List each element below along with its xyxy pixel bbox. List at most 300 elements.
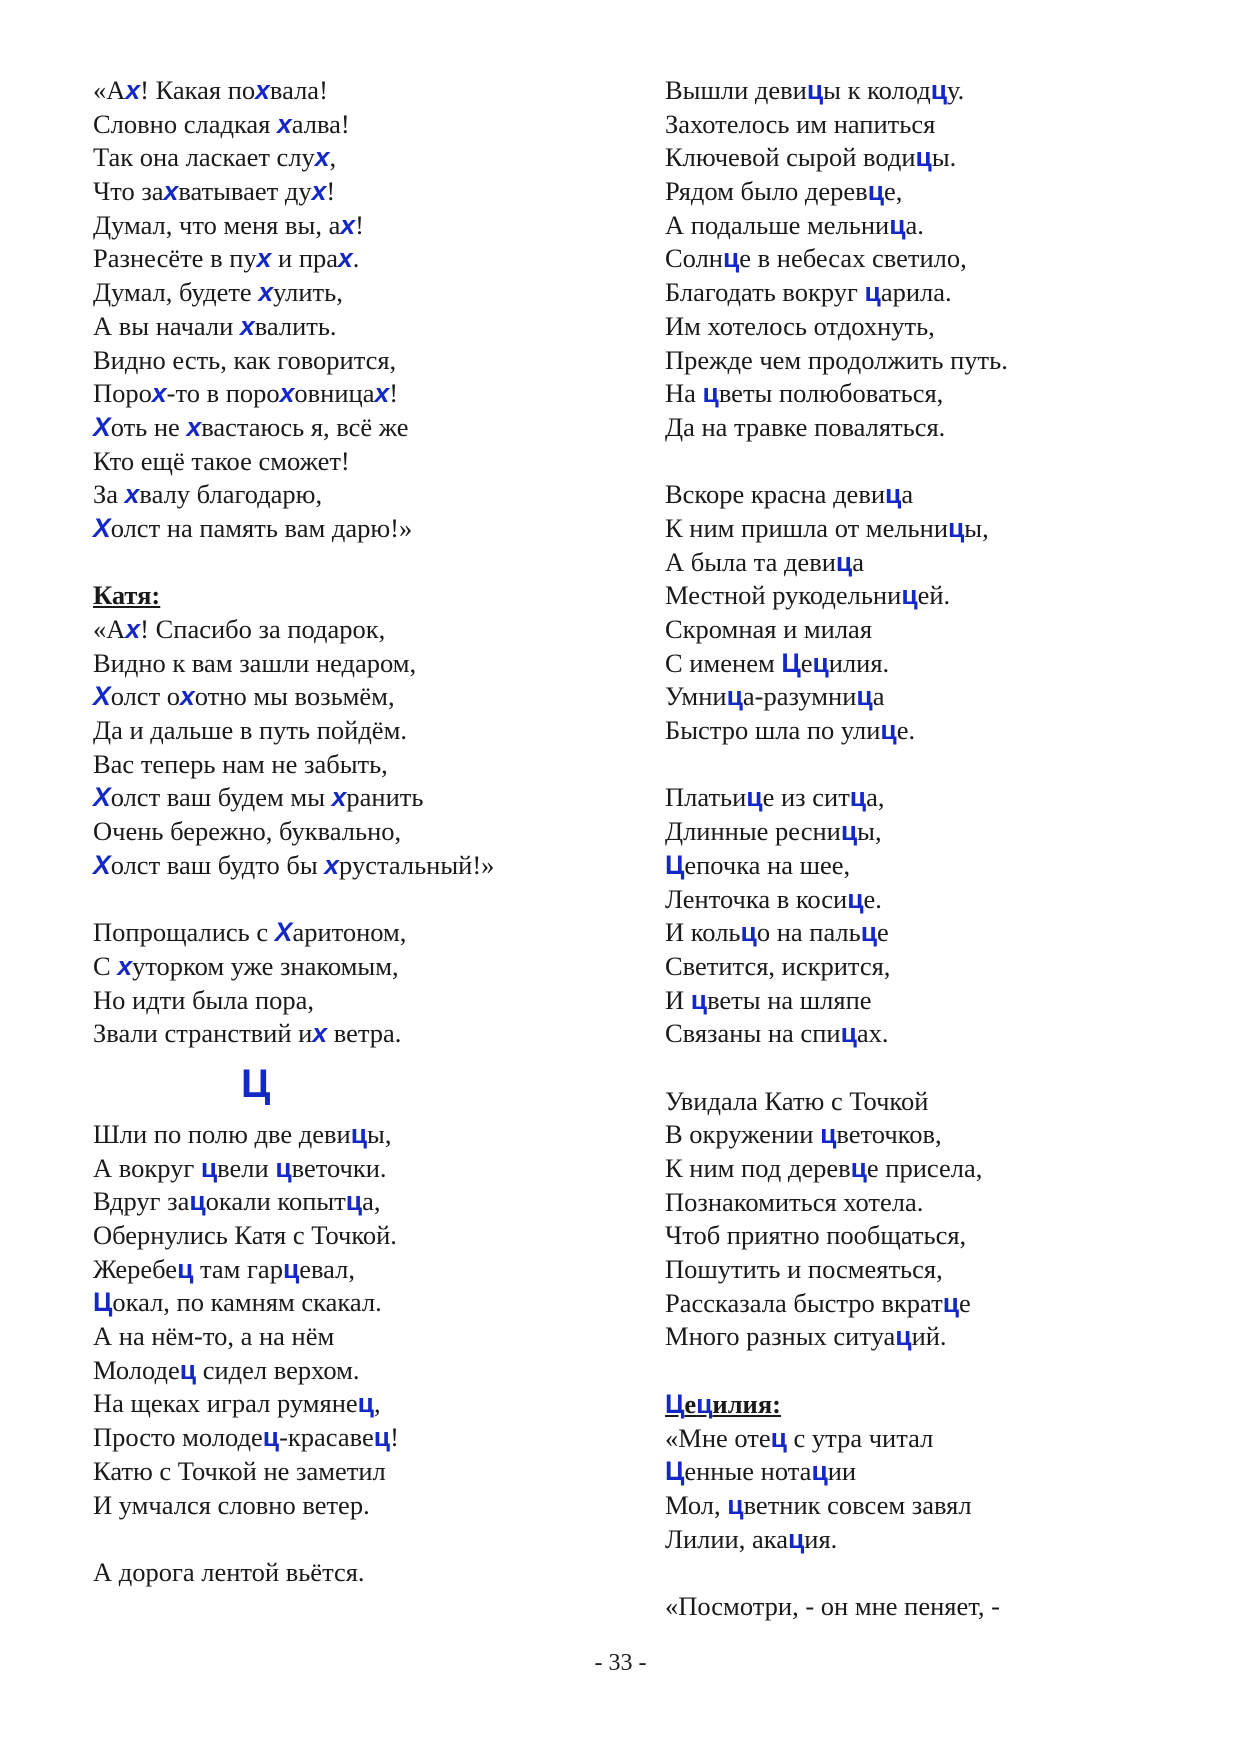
text-segment: Ленточка в коси <box>665 883 848 914</box>
text-segment: илия. <box>828 647 890 678</box>
highlighted-letter: х <box>186 411 202 442</box>
highlighted-letter: ц <box>867 176 884 207</box>
poem-line <box>93 1253 653 1287</box>
text-segment: На <box>665 378 703 409</box>
text-segment: Пошутить и посмеяться, <box>665 1254 943 1285</box>
text-segment: а, <box>362 1186 381 1217</box>
text-segment: -то в поро <box>166 378 280 409</box>
text-segment: вала! <box>269 75 328 105</box>
text-segment: И умчался словно ветер. <box>93 1489 370 1520</box>
text-segment: е, <box>884 176 903 207</box>
highlighted-letter: х <box>279 378 295 409</box>
poem-line <box>665 478 1225 512</box>
text-segment: ы, <box>857 816 882 847</box>
stanza-gap <box>93 883 653 917</box>
text-segment: е. <box>896 715 916 746</box>
text-segment: ах. <box>856 1018 889 1049</box>
poem-line <box>93 175 653 209</box>
text-segment: Связаны на спи <box>665 1018 841 1049</box>
poem-line <box>665 680 1225 714</box>
text-segment: Лилии, ака <box>665 1523 788 1554</box>
poem-line <box>665 984 1225 1018</box>
poem-line <box>93 748 653 782</box>
highlighted-letter: х <box>255 75 270 105</box>
highlighted-letter: х <box>311 176 327 207</box>
poem-line <box>665 1118 1225 1152</box>
text-segment: вастаюсь я, всё же <box>201 411 409 442</box>
text-segment: А на нём-то, а на нём <box>93 1321 335 1352</box>
text-segment: олст ваш будто бы <box>110 849 325 880</box>
poem-line <box>665 1523 1225 1557</box>
text-segment: И коль <box>665 917 741 948</box>
text-segment: овница <box>294 378 375 409</box>
stanza-gap <box>665 1051 1225 1085</box>
text-segment: «А <box>93 75 126 105</box>
text-segment: ы к колод <box>823 75 931 105</box>
poem-line <box>665 74 1225 108</box>
text-segment: «А <box>93 614 126 644</box>
text-segment: ранить <box>346 782 424 813</box>
text-segment: Разнесёте в пу <box>93 243 257 274</box>
highlighted-letter: ц <box>856 681 873 712</box>
highlighted-letter: ц <box>262 1422 280 1453</box>
text-segment: а <box>901 479 914 510</box>
poem-line <box>665 781 1225 815</box>
highlighted-letter: Х <box>93 681 111 712</box>
text-segment: И <box>665 984 691 1015</box>
highlighted-letter: ц <box>840 1018 857 1049</box>
text-segment: Местной рукодельни <box>665 580 902 611</box>
stanza-gap <box>665 1556 1225 1590</box>
text-segment: Прежде чем продолжить путь. <box>665 344 1008 375</box>
highlighted-letter: х <box>151 378 167 409</box>
poem-line <box>665 1085 1225 1119</box>
highlighted-letter: ц <box>889 209 906 240</box>
text-segment: епочка на шее, <box>684 849 851 880</box>
text-segment: Да и дальше в путь пойдём. <box>93 715 407 746</box>
text-segment: олст на память вам дарю!» <box>110 512 413 543</box>
text-segment: веточки. <box>291 1152 387 1183</box>
text-segment: ! <box>326 176 336 207</box>
poem-line <box>93 714 653 748</box>
poem-line <box>93 1185 653 1219</box>
poem-line <box>665 1219 1225 1253</box>
highlighted-letter: ц <box>812 647 829 678</box>
text-segment: Видно к вам зашли недаром, <box>93 647 417 678</box>
poem-line <box>93 242 653 276</box>
text-segment: Длинные ресни <box>665 816 841 847</box>
text-segment: Думал, будете <box>93 277 259 308</box>
poem-line <box>665 209 1225 243</box>
highlighted-letter: х <box>239 310 255 341</box>
highlighted-letter: ц <box>820 1119 837 1150</box>
text-segment: Увидала Катю с Точкой <box>665 1085 929 1116</box>
text-segment: уторком уже знакомым, <box>132 950 399 981</box>
highlighted-letter: х <box>117 950 133 981</box>
text-segment: Молоде <box>93 1354 180 1385</box>
text-segment: с утра читал <box>786 1422 934 1453</box>
text-segment: а <box>872 681 885 712</box>
highlighted-letter: ц <box>942 1287 960 1318</box>
poem-line <box>93 613 653 647</box>
highlighted-letter: ц <box>850 1153 867 1183</box>
highlighted-letter: Ц <box>781 647 801 678</box>
highlighted-letter: ц <box>860 917 878 948</box>
text-segment: окал, по камням скакал. <box>112 1287 382 1318</box>
text-segment: Много разных ситуа <box>665 1321 896 1352</box>
poem-line <box>93 1387 653 1421</box>
poem-line <box>93 310 653 344</box>
text-segment: арила. <box>880 277 952 308</box>
text-segment: у. <box>947 75 965 105</box>
text-segment: евал, <box>299 1253 356 1284</box>
poem-line <box>93 1286 653 1320</box>
highlighted-letter: Ц <box>665 849 685 880</box>
text-segment: ия. <box>804 1523 838 1554</box>
text-segment: «Мне оте <box>665 1422 771 1453</box>
text-segment: е <box>800 647 813 678</box>
highlighted-letter: ц <box>740 917 757 948</box>
highlighted-letter: ц <box>806 75 824 105</box>
poem-line <box>665 546 1225 580</box>
poem-line <box>665 1590 1225 1624</box>
text-segment: там гар <box>193 1253 283 1284</box>
highlighted-letter: ц <box>189 1186 206 1217</box>
text-segment: ! <box>390 1422 399 1453</box>
text-segment: «Посмотри, - он мне пеняет, - <box>665 1590 1000 1621</box>
poem-line <box>93 276 653 310</box>
text-segment: Ц <box>241 1061 271 1106</box>
text-segment: ватывает ду <box>178 176 312 207</box>
highlighted-letter: ц <box>696 1388 713 1419</box>
text-segment: Платьи <box>665 782 747 813</box>
poem-line <box>93 512 653 546</box>
highlighted-letter: Ц <box>665 1388 685 1419</box>
text-segment: Да на травке поваляться. <box>665 411 946 442</box>
highlighted-letter: ц <box>345 1186 363 1217</box>
highlighted-letter: Х <box>93 512 111 543</box>
highlighted-letter: ц <box>357 1388 374 1419</box>
highlighted-letter: ц <box>275 1152 292 1183</box>
poem-line <box>665 613 1225 647</box>
text-segment: аритоном, <box>292 917 407 948</box>
text-segment: енные нота <box>684 1456 812 1487</box>
highlighted-letter: х <box>324 849 340 880</box>
highlighted-letter: ц <box>702 378 719 409</box>
highlighted-letter: ц <box>179 1354 197 1385</box>
poem-line <box>93 1354 653 1388</box>
text-segment: Вас теперь нам не забыть, <box>93 748 388 779</box>
highlighted-letter: х <box>180 681 195 712</box>
text-segment: сидел верхом. <box>196 1354 360 1385</box>
text-segment: ы, <box>367 1118 392 1149</box>
text-segment: Рассказала быстро вкрат <box>665 1287 943 1318</box>
text-segment: Кто ещё такое сможет! <box>93 445 350 476</box>
text-segment: отно мы возьмём, <box>194 681 395 712</box>
text-segment: Очень бережно, буквально, <box>93 816 402 847</box>
text-segment: Катя: <box>93 580 161 611</box>
stanza-gap <box>93 1522 653 1556</box>
poem-line <box>93 1556 653 1590</box>
highlighted-letter: ц <box>726 681 743 712</box>
highlighted-letter: х <box>340 209 356 240</box>
highlighted-letter: ц <box>849 782 867 813</box>
text-segment: е <box>684 1388 697 1419</box>
highlighted-letter: ц <box>915 142 932 173</box>
speaker-label <box>665 1388 1225 1422</box>
text-segment: ! Какая по <box>140 75 256 105</box>
text-segment: Звали странствий и <box>93 1018 313 1049</box>
poem-line <box>665 815 1225 849</box>
text-segment: Обернулись Катя с Точкой. <box>93 1220 397 1250</box>
text-segment: ! Спасибо за подарок, <box>140 614 386 644</box>
page-number: - 33 - <box>594 1650 647 1676</box>
stanza-gap <box>665 1354 1225 1388</box>
text-segment: Думал, что меня вы, а <box>93 209 341 240</box>
text-segment: Солн <box>665 243 723 274</box>
text-segment: улить, <box>273 277 343 308</box>
highlighted-letter: х <box>124 479 140 510</box>
stanza-gap <box>665 445 1225 479</box>
text-segment: А была та деви <box>665 546 836 577</box>
highlighted-letter: Ц <box>665 1456 685 1487</box>
text-segment: , <box>329 142 337 173</box>
text-segment: а <box>852 546 864 577</box>
poem-line <box>665 1152 1225 1186</box>
highlighted-letter: х <box>258 277 274 308</box>
text-segment: К ним под дерев <box>665 1153 851 1183</box>
highlighted-letter: ц <box>885 479 902 510</box>
text-segment: ии <box>827 1456 857 1487</box>
highlighted-letter: х <box>163 176 179 207</box>
text-segment: ы. <box>931 142 957 173</box>
text-segment: Вышли деви <box>665 75 807 105</box>
text-segment: Им хотелось отдохнуть, <box>665 310 935 341</box>
poem-line <box>665 1489 1225 1523</box>
highlighted-letter: ц <box>727 1489 744 1520</box>
poem-line <box>665 1253 1225 1287</box>
poem-line <box>665 1017 1225 1051</box>
poem-line <box>93 781 653 815</box>
right-column <box>665 74 1225 1624</box>
text-segment: ы, <box>964 512 989 543</box>
text-segment: А дорога лентой вьётся. <box>93 1556 365 1587</box>
highlighted-letter: ц <box>200 1152 218 1183</box>
text-segment: рустальный!» <box>339 849 495 880</box>
highlighted-letter: Ц <box>93 1287 113 1318</box>
text-segment: , <box>373 1388 381 1419</box>
highlighted-letter: Х <box>274 917 293 948</box>
text-segment: Шли по полю две деви <box>93 1118 351 1149</box>
poem-line <box>665 108 1225 142</box>
poem-line <box>93 1320 653 1354</box>
text-segment: Умни <box>665 681 727 712</box>
poem-line <box>665 647 1225 681</box>
text-segment: а, <box>866 782 885 813</box>
highlighted-letter: ц <box>746 782 763 813</box>
poem-line <box>665 310 1225 344</box>
poem-line <box>665 849 1225 883</box>
text-segment: Ключевой сырой води <box>665 142 916 173</box>
text-segment: е <box>877 917 889 948</box>
text-segment: вели <box>217 1152 276 1183</box>
text-segment: . <box>352 243 360 274</box>
poem-line <box>93 1421 653 1455</box>
text-segment: Видно есть, как говорится, <box>93 344 397 375</box>
text-segment: валить. <box>254 310 337 341</box>
highlighted-letter: ц <box>930 75 948 105</box>
poem-line <box>665 1287 1225 1321</box>
text-segment: валу благодарю, <box>139 479 323 510</box>
highlighted-letter: ц <box>840 816 858 847</box>
poem-line <box>93 1152 653 1186</box>
poem-line <box>665 714 1225 748</box>
highlighted-letter: ц <box>770 1422 787 1453</box>
text-segment: Рядом было дерев <box>665 176 868 207</box>
text-segment: На щеках играл румяне <box>93 1388 358 1419</box>
poem-line <box>93 377 653 411</box>
section-heading <box>93 1051 653 1118</box>
text-segment: е в небесах светило, <box>739 243 967 274</box>
highlighted-letter: х <box>338 243 353 274</box>
poem-line <box>665 411 1225 445</box>
text-segment: Но идти была пора, <box>93 984 315 1015</box>
text-segment: а-разумни <box>742 681 857 712</box>
text-segment: оть не <box>110 411 187 442</box>
poem-line <box>93 108 653 142</box>
text-segment: веты полюбоваться, <box>718 378 944 409</box>
poem-line <box>665 916 1225 950</box>
highlighted-letter: х <box>331 782 347 813</box>
text-segment: Захотелось им напиться <box>665 108 936 139</box>
poem-line <box>665 883 1225 917</box>
highlighted-letter: ц <box>847 883 864 914</box>
poem-line <box>665 1455 1225 1489</box>
poem-line <box>93 950 653 984</box>
text-segment: Жеребе <box>93 1253 178 1284</box>
poem-line <box>665 1422 1225 1456</box>
highlighted-letter: Х <box>93 782 111 813</box>
poem-line <box>93 680 653 714</box>
text-segment: Словно сладкая <box>93 108 277 139</box>
text-segment: Так она ласкает слу <box>93 142 315 173</box>
poem-line <box>93 1219 653 1253</box>
highlighted-letter: ц <box>880 715 897 746</box>
text-segment: ий. <box>911 1321 947 1352</box>
poem-line <box>93 916 653 950</box>
highlighted-letter: ц <box>722 243 740 274</box>
text-segment: ветра. <box>327 1018 402 1049</box>
poem-line <box>93 411 653 445</box>
text-segment: Попрощались с <box>93 917 275 948</box>
highlighted-letter: ц <box>864 277 881 308</box>
text-segment: Быстро шла по ули <box>665 715 881 746</box>
text-segment: Мол, <box>665 1489 728 1520</box>
highlighted-letter: ц <box>373 1422 391 1453</box>
text-segment: Вскоре красна деви <box>665 479 886 510</box>
poem-line <box>93 1489 653 1523</box>
poem-line <box>93 647 653 681</box>
text-segment: ! <box>389 378 399 409</box>
speaker-label <box>93 579 653 613</box>
text-segment: Что за <box>93 176 164 207</box>
poem-line <box>665 579 1225 613</box>
highlighted-letter: ц <box>811 1456 828 1487</box>
highlighted-letter: Х <box>93 849 111 880</box>
stanza-gap <box>665 748 1225 782</box>
text-segment: К ним пришла от мельни <box>665 512 948 543</box>
poem-line <box>93 209 653 243</box>
text-segment: Чтоб приятно пообщаться, <box>665 1220 967 1251</box>
text-segment: Благодать вокруг <box>665 277 865 308</box>
poem-line <box>93 849 653 883</box>
highlighted-letter: х <box>125 614 141 644</box>
text-segment: е. <box>863 883 882 914</box>
highlighted-letter: х <box>374 378 390 409</box>
poem-line <box>665 1186 1225 1220</box>
poem-line <box>665 242 1225 276</box>
text-segment: Поро <box>93 378 152 409</box>
text-segment: ! <box>355 209 364 240</box>
text-segment: А вы начали <box>93 310 240 341</box>
highlighted-letter: х <box>277 108 292 139</box>
highlighted-letter: х <box>125 75 141 105</box>
text-segment: е присела, <box>866 1153 983 1183</box>
text-segment: За <box>93 479 125 510</box>
poem-line <box>93 1118 653 1152</box>
text-segment: о на паль <box>756 917 861 948</box>
poem-line <box>93 445 653 479</box>
highlighted-letter: ц <box>835 546 853 577</box>
text-segment: е из сит <box>762 782 850 813</box>
text-segment: С <box>93 950 118 981</box>
highlighted-letter: ц <box>788 1523 805 1554</box>
highlighted-letter: ц <box>895 1321 912 1352</box>
highlighted-letter: ц <box>690 984 708 1015</box>
text-segment: олст ваш будем мы <box>110 782 332 813</box>
text-segment: а. <box>905 209 924 240</box>
highlighted-letter: ц <box>948 512 965 543</box>
highlighted-letter: х <box>314 142 330 173</box>
text-segment: А подальше мельни <box>665 209 890 240</box>
highlighted-letter: ц <box>177 1253 194 1284</box>
poem-line <box>665 175 1225 209</box>
text-segment: олст о <box>110 681 181 712</box>
text-segment: Катю с Точкой не заметил <box>93 1455 386 1486</box>
text-segment: Светится, искрится, <box>665 950 891 981</box>
text-segment: окали копыт <box>205 1186 346 1217</box>
text-segment: е <box>959 1287 971 1318</box>
highlighted-letter: ц <box>901 580 918 611</box>
highlighted-letter: ц <box>350 1118 368 1149</box>
text-segment: -красаве <box>279 1422 374 1453</box>
poem-line <box>93 74 653 108</box>
text-segment: В окружении <box>665 1119 821 1150</box>
text-segment: веточков, <box>836 1119 942 1150</box>
left-column <box>93 74 653 1590</box>
poem-line <box>93 1017 653 1051</box>
text-segment: веты на шляпе <box>707 984 872 1015</box>
poem-line <box>93 344 653 378</box>
poem-line <box>93 815 653 849</box>
highlighted-letter: Х <box>93 411 111 442</box>
text-segment: и пра <box>271 243 339 274</box>
poem-line <box>665 512 1225 546</box>
text-segment: А вокруг <box>93 1152 201 1183</box>
text-segment: ветник совсем завял <box>743 1489 972 1520</box>
poem-line <box>665 276 1225 310</box>
text-segment: Скромная и милая <box>665 614 873 644</box>
